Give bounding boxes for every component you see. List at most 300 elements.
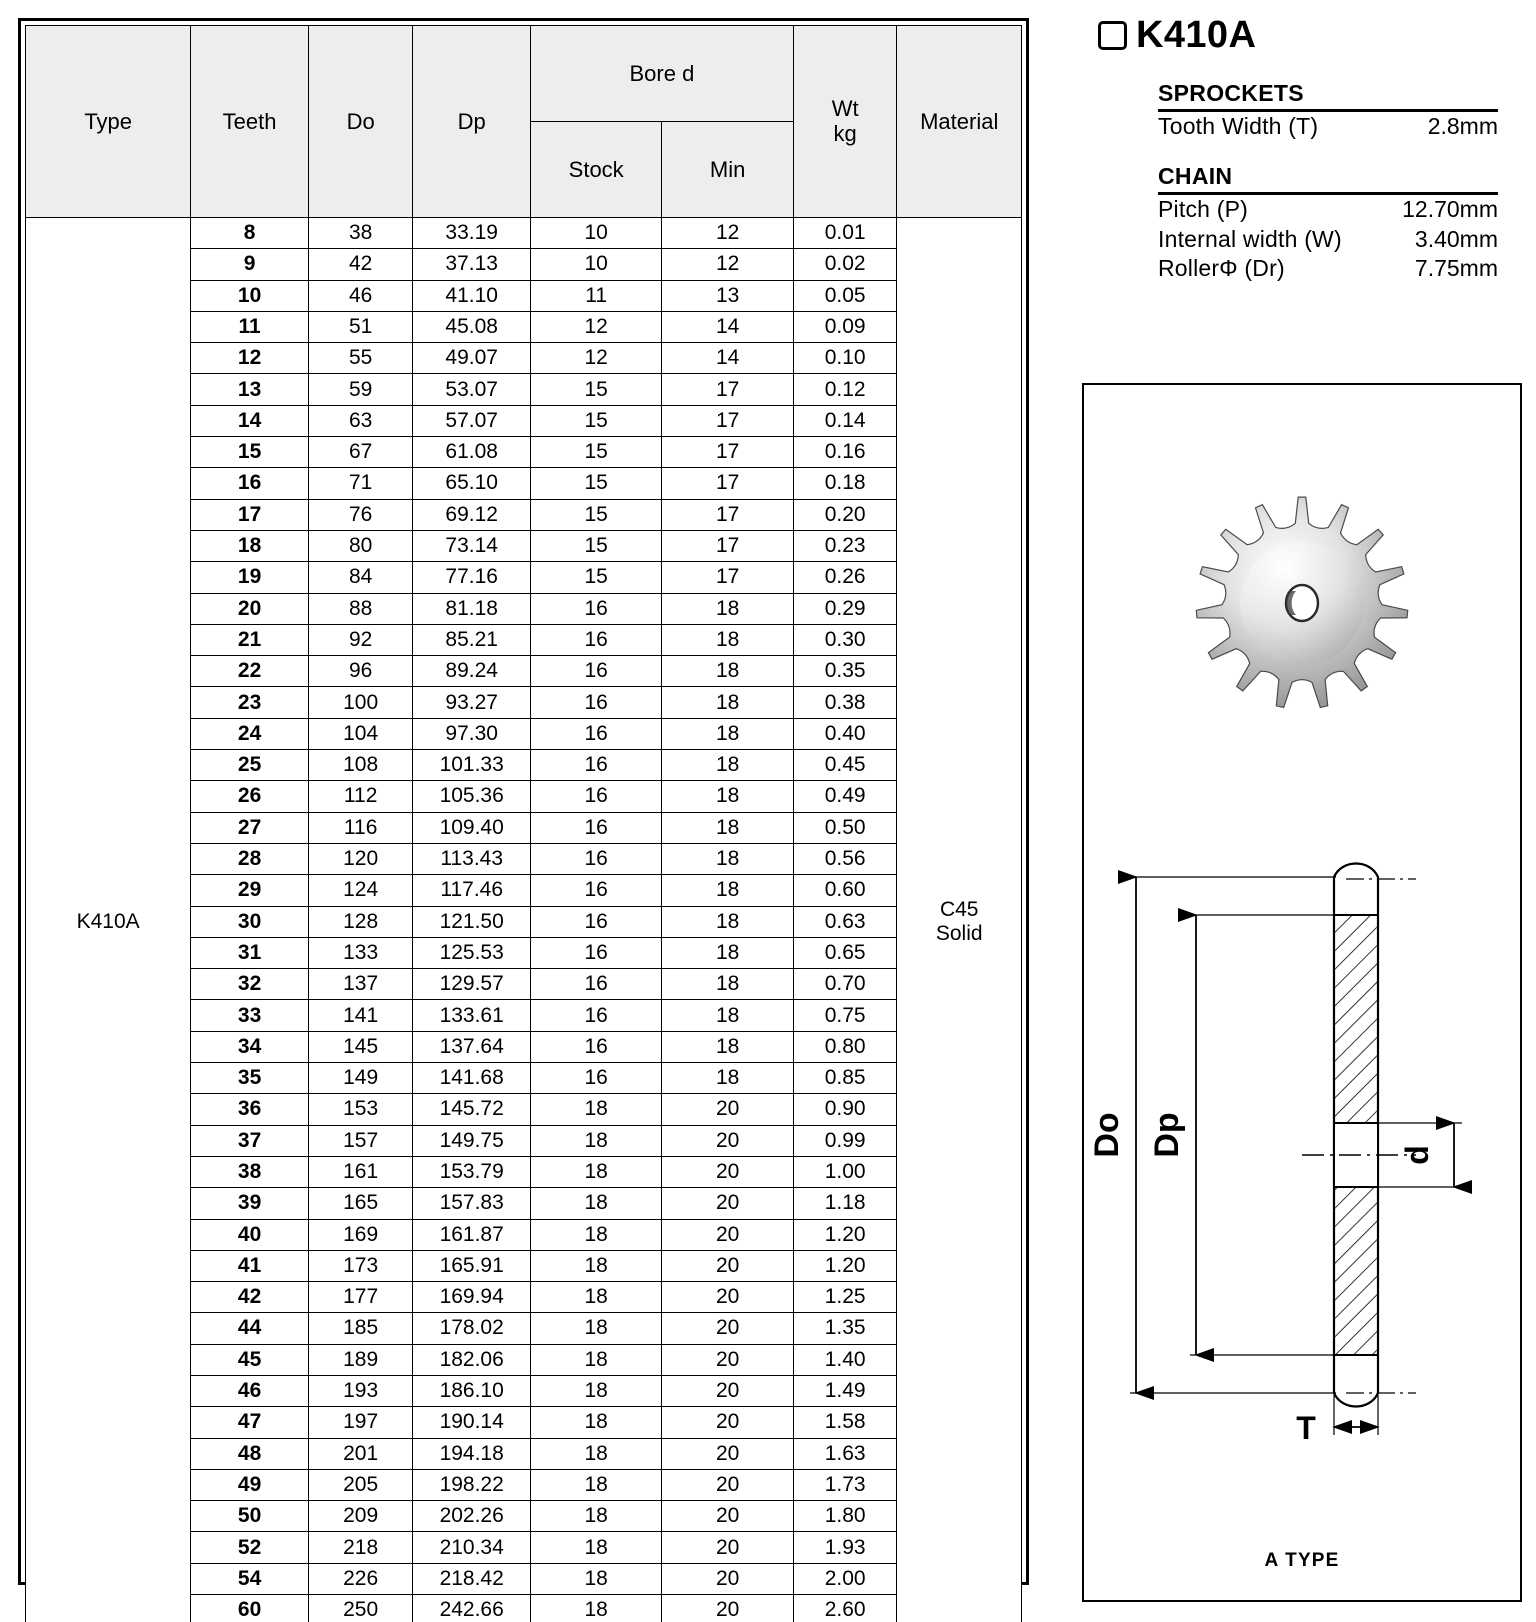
specifications-block [1158,80,1498,284]
cell-teeth: 36 [191,1094,309,1125]
cell-bore-stock: 18 [530,1313,661,1344]
cell-teeth: 19 [191,562,309,593]
cell-do: 157 [308,1125,413,1156]
cell-weight: 0.38 [793,687,897,718]
cell-dp: 157.83 [413,1188,531,1219]
product-title-row [1098,14,1256,57]
cell-do: 112 [308,781,413,812]
cross-section-icon [1084,815,1524,1455]
cell-weight: 0.65 [793,937,897,968]
cell-bore-stock: 10 [530,218,661,249]
cell-dp: 202.26 [413,1501,531,1532]
cell-teeth: 37 [191,1125,309,1156]
cell-do: 51 [308,311,413,342]
cell-teeth: 20 [191,593,309,624]
sprockets-spec-key: Tooth Width (T) [1158,113,1319,139]
cell-dp: 186.10 [413,1375,531,1406]
cell-teeth: 47 [191,1407,309,1438]
cell-bore-stock: 16 [530,1031,661,1062]
cell-bore-stock: 15 [530,437,661,468]
cell-teeth: 26 [191,781,309,812]
cell-dp: 85.21 [413,624,531,655]
cell-weight: 0.20 [793,499,897,530]
cell-bore-min: 20 [662,1313,793,1344]
spec-spacer [1158,141,1498,163]
cell-bore-stock: 18 [530,1250,661,1281]
column-header-teeth: Teeth [191,26,309,218]
cell-bore-stock: 15 [530,499,661,530]
cell-do: 100 [308,687,413,718]
cell-weight: 0.45 [793,750,897,781]
cell-bore-stock: 15 [530,468,661,499]
cell-weight: 2.00 [793,1563,897,1594]
cell-dp: 101.33 [413,750,531,781]
cell-bore-min: 20 [662,1595,793,1622]
cell-bore-stock: 18 [530,1219,661,1250]
cell-bore-stock: 15 [530,530,661,561]
column-header-dp: Dp [413,26,531,218]
cell-weight: 0.18 [793,468,897,499]
cell-dp: 153.79 [413,1156,531,1187]
cell-bore-stock: 16 [530,750,661,781]
cell-bore-min: 18 [662,750,793,781]
column-header-do: Do [308,26,413,218]
cell-dp: 133.61 [413,1000,531,1031]
cell-bore-stock: 18 [530,1375,661,1406]
cell-dp: 242.66 [413,1595,531,1622]
cell-do: 133 [308,937,413,968]
cell-dp: 182.06 [413,1344,531,1375]
cell-weight: 0.10 [793,343,897,374]
cell-teeth: 25 [191,750,309,781]
cell-teeth: 38 [191,1156,309,1187]
cell-bore-min: 18 [662,906,793,937]
cell-teeth: 8 [191,218,309,249]
cell-bore-min: 20 [662,1094,793,1125]
cell-bore-min: 17 [662,499,793,530]
do-dimension-label: Do [1088,1112,1126,1158]
cell-dp: 105.36 [413,781,531,812]
cell-do: 128 [308,906,413,937]
cell-dp: 37.13 [413,249,531,280]
cell-bore-stock: 18 [530,1563,661,1594]
cell-teeth: 50 [191,1501,309,1532]
cell-bore-stock: 12 [530,343,661,374]
cell-teeth: 15 [191,437,309,468]
cell-teeth: 31 [191,937,309,968]
chain-heading: CHAIN [1158,163,1498,195]
cell-bore-stock: 12 [530,311,661,342]
cell-bore-stock: 16 [530,937,661,968]
cell-dp: 125.53 [413,937,531,968]
cell-do: 92 [308,624,413,655]
cell-dp: 145.72 [413,1094,531,1125]
cell-bore-stock: 16 [530,687,661,718]
cell-dp: 165.91 [413,1250,531,1281]
cell-bore-stock: 16 [530,906,661,937]
cell-teeth: 22 [191,656,309,687]
cell-weight: 1.93 [793,1532,897,1563]
cell-teeth: 49 [191,1469,309,1500]
cell-do: 55 [308,343,413,374]
cell-bore-min: 14 [662,343,793,374]
cell-weight: 0.26 [793,562,897,593]
cell-do: 161 [308,1156,413,1187]
dp-dimension-label: Dp [1148,1112,1186,1158]
cell-bore-stock: 16 [530,969,661,1000]
cell-weight: 0.05 [793,280,897,311]
cell-do: 108 [308,750,413,781]
cell-bore-stock: 16 [530,875,661,906]
cell-dp: 113.43 [413,843,531,874]
cell-weight: 2.60 [793,1595,897,1622]
right-column [1062,0,1536,1622]
chain-spec-value: 7.75mm [1414,255,1498,282]
cell-bore-min: 20 [662,1219,793,1250]
cell-dp: 81.18 [413,593,531,624]
cell-do: 149 [308,1063,413,1094]
cell-bore-min: 18 [662,781,793,812]
cell-dp: 57.07 [413,405,531,436]
cell-teeth: 23 [191,687,309,718]
illustration-frame [1082,383,1522,1602]
cell-bore-stock: 15 [530,405,661,436]
cell-bore-stock: 15 [530,374,661,405]
cell-do: 173 [308,1250,413,1281]
cell-dp: 53.07 [413,374,531,405]
cell-bore-stock: 18 [530,1438,661,1469]
cell-weight: 1.20 [793,1219,897,1250]
cell-do: 88 [308,593,413,624]
cell-teeth: 41 [191,1250,309,1281]
cell-teeth: 32 [191,969,309,1000]
column-header-bore-group: Bore d [530,26,793,122]
cell-weight: 0.80 [793,1031,897,1062]
cell-teeth: 28 [191,843,309,874]
square-bullet-icon [1098,21,1127,50]
cell-weight: 1.63 [793,1438,897,1469]
sprockets-heading: SPROCKETS [1158,80,1498,112]
cell-bore-min: 20 [662,1188,793,1219]
cell-bore-stock: 18 [530,1125,661,1156]
cell-do: 193 [308,1375,413,1406]
cell-bore-stock: 18 [530,1595,661,1622]
cell-dp: 190.14 [413,1407,531,1438]
cell-weight: 0.14 [793,405,897,436]
cell-bore-min: 17 [662,562,793,593]
cell-bore-stock: 18 [530,1501,661,1532]
cell-dp: 210.34 [413,1532,531,1563]
cell-bore-stock: 16 [530,593,661,624]
table-header [26,26,1022,218]
cell-teeth: 42 [191,1282,309,1313]
cell-teeth: 14 [191,405,309,436]
weight-label-line1: Wt [831,95,859,121]
cell-do: 145 [308,1031,413,1062]
cell-do: 209 [308,1501,413,1532]
cell-bore-min: 20 [662,1469,793,1500]
cell-bore-min: 12 [662,218,793,249]
cell-weight: 0.60 [793,875,897,906]
cell-bore-stock: 16 [530,812,661,843]
cell-bore-stock: 18 [530,1188,661,1219]
cell-dp: 194.18 [413,1438,531,1469]
specification-table-panel [18,18,1029,1622]
cell-bore-min: 18 [662,1063,793,1094]
cell-dp: 61.08 [413,437,531,468]
cell-weight: 0.50 [793,812,897,843]
cell-teeth: 33 [191,1000,309,1031]
cell-do: 96 [308,656,413,687]
cell-teeth: 35 [191,1063,309,1094]
cell-weight: 0.75 [793,1000,897,1031]
cell-weight: 0.02 [793,249,897,280]
cell-bore-stock: 18 [530,1469,661,1500]
chain-spec-row [1158,225,1498,254]
cell-bore-min: 20 [662,1501,793,1532]
cell-dp: 117.46 [413,875,531,906]
cell-bore-min: 13 [662,280,793,311]
cell-do: 67 [308,437,413,468]
cell-bore-stock: 18 [530,1344,661,1375]
cell-do: 63 [308,405,413,436]
chain-spec-row [1158,254,1498,283]
material-line2: Solid [935,921,983,945]
cell-bore-stock: 18 [530,1156,661,1187]
cell-weight: 1.00 [793,1156,897,1187]
cell-teeth: 48 [191,1438,309,1469]
cell-bore-stock: 18 [530,1532,661,1563]
cell-teeth: 52 [191,1532,309,1563]
cell-weight: 1.40 [793,1344,897,1375]
cell-bore-stock: 10 [530,249,661,280]
upper-section-hatch [1334,915,1378,1123]
cell-dp: 137.64 [413,1031,531,1062]
cell-bore-min: 20 [662,1438,793,1469]
cell-teeth: 9 [191,249,309,280]
cell-do: 59 [308,374,413,405]
cell-bore-min: 20 [662,1532,793,1563]
cell-bore-stock: 16 [530,843,661,874]
cell-dp: 49.07 [413,343,531,374]
cell-bore-min: 18 [662,875,793,906]
cell-teeth: 10 [191,280,309,311]
cell-weight: 0.99 [793,1125,897,1156]
d-dimension-label: d [1399,1145,1435,1165]
cell-bore-min: 17 [662,437,793,468]
cell-do: 38 [308,218,413,249]
cell-bore-min: 18 [662,812,793,843]
cross-section-drawing [1084,815,1520,1455]
cell-do: 104 [308,718,413,749]
column-header-material: Material [897,26,1022,218]
cell-weight: 0.56 [793,843,897,874]
cell-weight: 0.70 [793,969,897,1000]
cell-do: 177 [308,1282,413,1313]
cell-bore-min: 18 [662,624,793,655]
cell-do: 226 [308,1563,413,1594]
cell-dp: 109.40 [413,812,531,843]
cell-do: 165 [308,1188,413,1219]
cell-teeth: 12 [191,343,309,374]
column-header-bore-stock: Stock [530,122,661,218]
cell-dp: 121.50 [413,906,531,937]
cell-bore-min: 17 [662,405,793,436]
cell-do: 153 [308,1094,413,1125]
cell-teeth: 46 [191,1375,309,1406]
cell-dp: 161.87 [413,1219,531,1250]
cell-do: 197 [308,1407,413,1438]
cell-bore-min: 18 [662,656,793,687]
cell-weight: 1.20 [793,1250,897,1281]
cell-bore-min: 18 [662,687,793,718]
cell-do: 250 [308,1595,413,1622]
cell-weight: 0.63 [793,906,897,937]
cell-do: 84 [308,562,413,593]
cell-dp: 93.27 [413,687,531,718]
cell-do: 116 [308,812,413,843]
page-title: K410A [1136,14,1257,56]
cell-do: 141 [308,1000,413,1031]
material-line1: C45 [939,897,979,921]
cell-teeth: 29 [191,875,309,906]
cell-bore-min: 18 [662,593,793,624]
cell-weight: 0.49 [793,781,897,812]
cell-bore-min: 17 [662,468,793,499]
cell-do: 80 [308,530,413,561]
table-row [26,218,1022,249]
cell-dp: 73.14 [413,530,531,561]
cell-bore-min: 20 [662,1156,793,1187]
cell-do: 205 [308,1469,413,1500]
cell-do: 42 [308,249,413,280]
cell-bore-stock: 16 [530,718,661,749]
cell-do: 76 [308,499,413,530]
chain-spec-key: Internal width (W) [1158,225,1342,252]
cell-teeth: 60 [191,1595,309,1622]
cell-dp: 129.57 [413,969,531,1000]
cell-weight: 1.25 [793,1282,897,1313]
cell-teeth: 30 [191,906,309,937]
cell-dp: 33.19 [413,218,531,249]
cell-dp: 178.02 [413,1313,531,1344]
cell-bore-min: 18 [662,1000,793,1031]
cell-bore-min: 18 [662,1031,793,1062]
cell-do: 201 [308,1438,413,1469]
column-header-weight [793,26,897,218]
cell-bore-min: 17 [662,374,793,405]
cell-dp: 149.75 [413,1125,531,1156]
chain-spec-key: Pitch (P) [1158,196,1248,223]
cell-teeth: 34 [191,1031,309,1062]
cell-weight: 1.80 [793,1501,897,1532]
cell-bore-stock: 16 [530,1063,661,1094]
cell-weight: 0.23 [793,530,897,561]
cell-bore-min: 20 [662,1282,793,1313]
cell-do: 71 [308,468,413,499]
cell-weight: 1.35 [793,1313,897,1344]
cell-dp: 141.68 [413,1063,531,1094]
cell-bore-stock: 16 [530,656,661,687]
cell-teeth: 18 [191,530,309,561]
cell-weight: 0.29 [793,593,897,624]
cell-teeth: 24 [191,718,309,749]
cell-teeth: 40 [191,1219,309,1250]
cell-dp: 77.16 [413,562,531,593]
cell-teeth: 13 [191,374,309,405]
cell-weight: 0.85 [793,1063,897,1094]
cell-bore-min: 20 [662,1125,793,1156]
column-header-type: Type [26,26,191,218]
cell-teeth: 16 [191,468,309,499]
cell-do: 46 [308,280,413,311]
cell-bore-min: 18 [662,937,793,968]
chain-spec-lines [1158,195,1498,283]
sprocket-photo [1172,475,1432,725]
cell-material [897,218,1022,1622]
sprockets-spec-row [1158,112,1498,141]
cell-bore-stock: 16 [530,624,661,655]
cell-bore-min: 18 [662,718,793,749]
cell-dp: 69.12 [413,499,531,530]
cell-do: 185 [308,1313,413,1344]
cell-weight: 0.09 [793,311,897,342]
column-header-bore-min: Min [662,122,793,218]
cell-bore-stock: 18 [530,1407,661,1438]
sprocket-specification-table [25,25,1022,1622]
sprockets-spec-lines [1158,112,1498,141]
sprockets-spec-value: 2.8mm [1427,113,1498,139]
cell-do: 137 [308,969,413,1000]
cell-do: 120 [308,843,413,874]
cell-teeth: 27 [191,812,309,843]
cell-bore-min: 18 [662,843,793,874]
cell-bore-min: 14 [662,311,793,342]
cell-teeth: 44 [191,1313,309,1344]
cell-weight: 0.01 [793,218,897,249]
cell-weight: 0.35 [793,656,897,687]
cell-weight: 0.90 [793,1094,897,1125]
cell-do: 189 [308,1344,413,1375]
cell-bore-stock: 18 [530,1282,661,1313]
cell-bore-min: 20 [662,1375,793,1406]
cell-dp: 41.10 [413,280,531,311]
cell-teeth: 21 [191,624,309,655]
cell-bore-min: 17 [662,530,793,561]
cell-bore-min: 18 [662,969,793,1000]
cell-weight: 0.30 [793,624,897,655]
cell-bore-stock: 15 [530,562,661,593]
cell-weight: 1.49 [793,1375,897,1406]
cell-do: 218 [308,1532,413,1563]
cell-bore-min: 20 [662,1563,793,1594]
cell-bore-stock: 16 [530,1000,661,1031]
header-row-top [26,26,1022,122]
chain-spec-key: RollerΦ (Dr) [1158,255,1285,282]
weight-label-line2: kg [833,120,857,146]
chain-spec-value: 3.40mm [1414,225,1498,252]
cell-teeth: 17 [191,499,309,530]
cell-type: K410A [26,218,191,1622]
cell-bore-stock: 11 [530,280,661,311]
cell-dp: 169.94 [413,1282,531,1313]
cell-bore-stock: 16 [530,781,661,812]
cell-teeth: 54 [191,1563,309,1594]
cell-weight: 0.40 [793,718,897,749]
cell-dp: 89.24 [413,656,531,687]
cell-dp: 65.10 [413,468,531,499]
cell-teeth: 11 [191,311,309,342]
